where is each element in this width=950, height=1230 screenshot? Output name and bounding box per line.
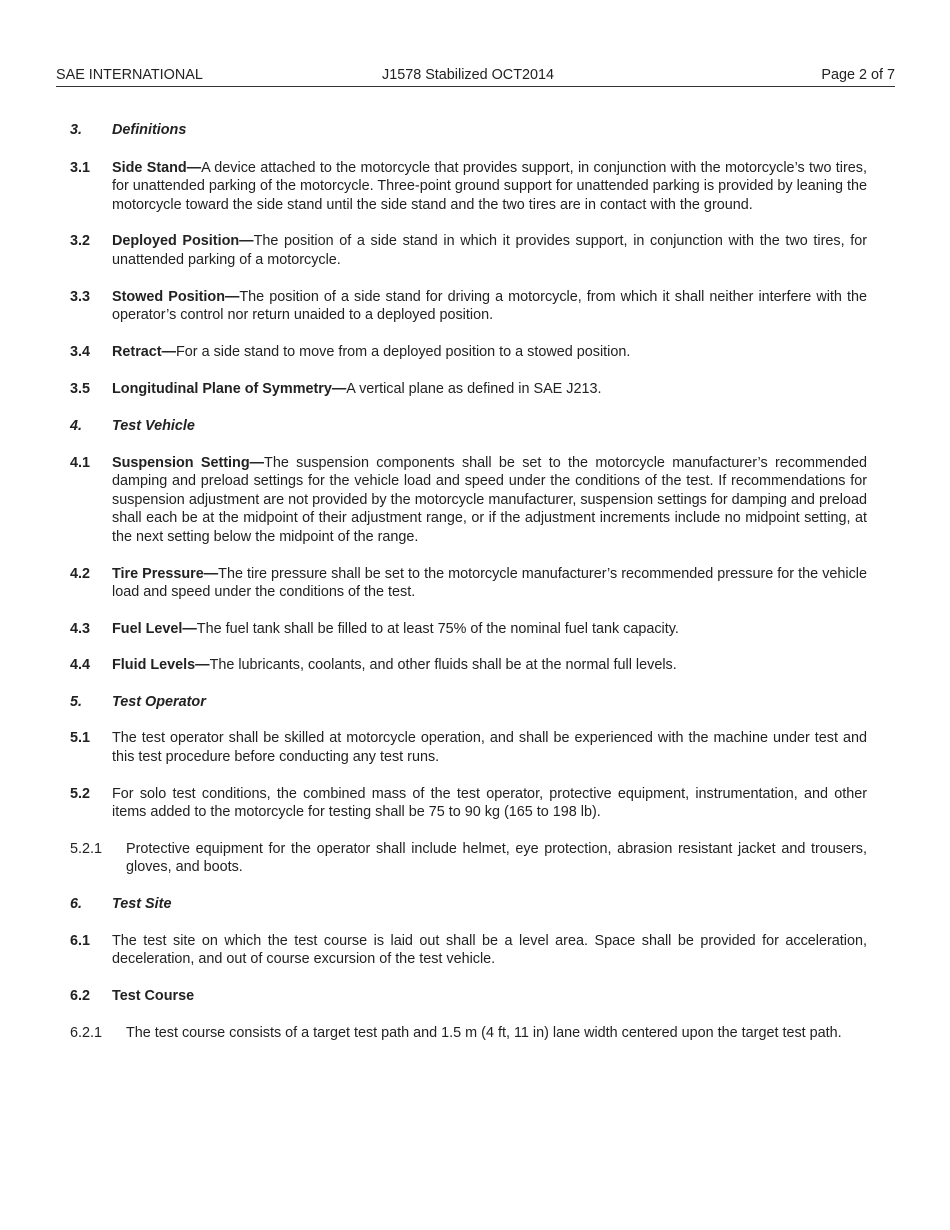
section-number: 6. [70,896,83,913]
paragraph [70,232,867,269]
paragraph [70,565,867,602]
definition-term: Stowed Position— [112,288,240,305]
paragraph-text: The test course consists of a target test path and 1.5 m (4 ft, 11 in) lane width centered upon the target test path. [126,1025,842,1042]
paragraph [70,620,867,639]
paragraph-number: 5.2 [70,785,91,802]
sub-paragraph [70,1024,867,1043]
paragraph-number: 3.4 [70,343,91,360]
paragraph-text: The test site on which the test course is laid out shall be a level area. Space shall be provided for acceleration, deceleration, and out of course excursion of the test vehicle. [112,932,867,968]
paragraph-text [112,343,867,362]
definition-term: Retract— [112,343,176,360]
section-number: 4. [70,417,83,434]
paragraph [70,380,867,399]
paragraph-number: 3.3 [70,288,91,305]
definition-text: The position of a side stand for driving a motorcycle, from which it shall neither interfere with the operator’s control nor return unaided to a deployed position. [112,288,867,324]
section-title: Definitions [112,122,187,138]
paragraph-number: 6.2.1 [70,1025,103,1042]
paragraph [70,656,867,675]
section-title: Test Operator [112,693,206,710]
paragraph-number: 4.1 [70,454,91,471]
paragraph-number: 6.1 [70,932,91,949]
paragraph [70,729,867,766]
header-document-id: J1578 Stabilized OCT2014 [382,67,554,83]
paragraph [70,932,867,969]
definition-text: The suspension components shall be set to the motorcycle manufacturer’s recommended damping and preload settings for the vehicle load and speed under the conditions of the test. If recommendations for suspension adjustment are not provided by the motorcycle manufacturer, suspension settings for damping and preload shall each be at the midpoint of their adjustment range, or if the adjustment increments include no midpoint setting, at the next setting below the midpoint of the range. [112,454,867,545]
document-body [70,121,867,1043]
paragraph-text [112,288,867,325]
definition-text: The fuel tank shall be filled to at least 75% of the nominal fuel tank capacity. [196,620,679,637]
paragraph-text [112,380,867,399]
subsection-heading [70,987,867,1006]
section-title: Test Site [112,896,172,913]
section-heading [70,693,867,712]
paragraph-text: For solo test conditions, the combined mass of the test operator, protective equipment, instrumentation, and other items added to the motorcycle for testing shall be 75 to 90 kg (165 to 198 lb). [112,785,867,821]
paragraph-number: 3.5 [70,381,91,398]
paragraph-number: 5.2.1 [70,840,103,857]
section-heading [70,417,867,436]
section-number: 5. [70,693,83,710]
definition-text: A vertical plane as defined in SAE J213. [346,381,602,398]
paragraph-text: Protective equipment for the operator shall include helmet, eye protection, abrasion resistant jacket and trousers, gloves, and boots. [126,840,867,876]
subsection-title: Test Course [112,987,195,1004]
paragraph-text [112,159,867,215]
definition-text: A device attached to the motorcycle that provides support, in conjunction with the motorcycle’s two tires, for unattended parking of the motorcycle. Three-point ground support for unattended parking is provided by leaning the motorcycle toward the side stand until the side stand and the two tires are in contact with the ground. [112,159,867,213]
section-title: Test Vehicle [112,417,195,434]
paragraph [70,343,867,362]
header-organization: SAE INTERNATIONAL [56,67,203,83]
paragraph [70,454,867,547]
paragraph-number: 3.2 [70,233,91,250]
section-number: 3. [70,122,83,138]
paragraph-text [112,565,867,602]
definition-term: Deployed Position— [112,233,254,250]
paragraph [70,159,867,215]
paragraph-text [112,656,867,675]
paragraph-number: 4.2 [70,565,91,582]
paragraph-number: 4.3 [70,620,91,637]
definition-term: Fluid Levels— [112,657,210,674]
paragraph-text [112,454,867,547]
paragraph-number: 5.1 [70,730,91,747]
paragraph [70,785,867,822]
paragraph-text [112,232,867,269]
definition-term: Side Stand— [112,159,202,176]
definition-text: For a side stand to move from a deployed position to a stowed position. [175,343,631,360]
paragraph-text [112,620,867,639]
section-heading [70,121,867,140]
paragraph-number: 4.4 [70,657,91,674]
paragraph [70,288,867,325]
sub-paragraph [70,840,867,877]
section-heading [70,895,867,914]
definition-term: Fuel Level— [112,620,197,637]
header-page-number: Page 2 of 7 [821,67,895,83]
definition-term: Longitudinal Plane of Symmetry— [112,381,347,398]
definition-text: The lubricants, coolants, and other fluids shall be at the normal full levels. [209,657,677,674]
definition-text: The position of a side stand in which it provides support, in conjunction with the two tires, for unattended parking of a motorcycle. [112,233,867,268]
paragraph-text: The test operator shall be skilled at motorcycle operation, and shall be experienced with the machine under test and this test procedure before conducting any test runs. [112,730,867,766]
definition-term: Suspension Setting— [112,454,265,471]
paragraph-number: 3.1 [70,159,91,176]
definition-term: Tire Pressure— [112,565,219,582]
definition-text: The tire pressure shall be set to the motorcycle manufacturer’s recommended pressure for the vehicle load and speed under the conditions of the test. [112,565,867,601]
paragraph-number: 6.2 [70,987,91,1004]
page-header [56,66,895,87]
